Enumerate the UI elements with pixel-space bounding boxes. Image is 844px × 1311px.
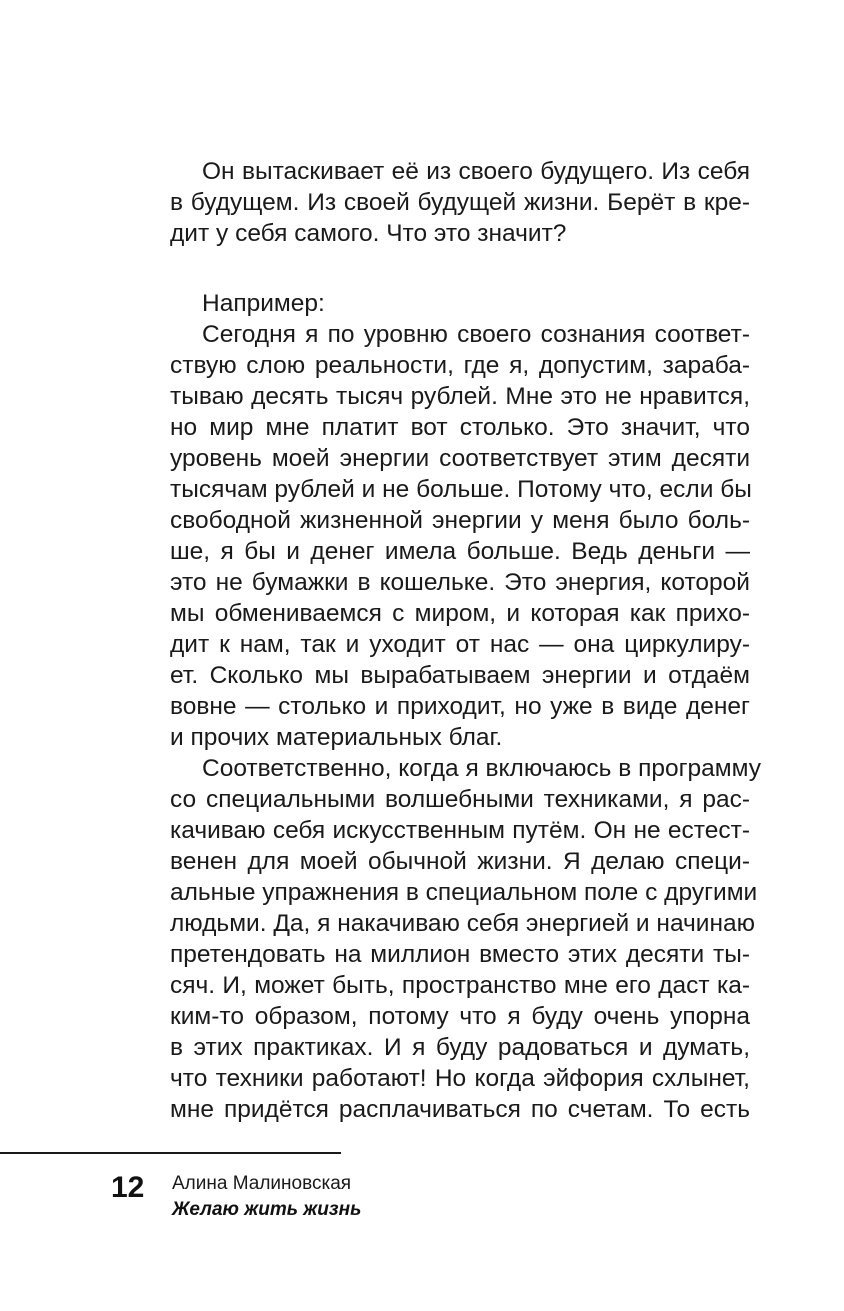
- body-text-line: свободной жизненной энергии у меня было боль-: [170, 507, 750, 534]
- text-block-top: [170, 156, 750, 249]
- body-text-line: дит к нам, так и уходит от нас — она циркулиру-: [170, 631, 750, 658]
- body-text-line: что техники работают! Но когда эйфория схлынет,: [170, 1065, 750, 1092]
- body-text-line: дит у себя самого. Что это значит?: [170, 220, 567, 247]
- page-number: 12: [111, 1171, 145, 1204]
- body-text-line: альные упражнения в специальном поле с другими: [170, 879, 758, 906]
- body-text-line: в этих практиках. И я буду радоваться и думать,: [170, 1034, 750, 1061]
- body-text-line: уровень моей энергии соответствует этим десяти: [170, 445, 750, 472]
- body-text-line: вовне — столько и приходит, но уже в виде денег: [170, 693, 750, 720]
- body-text-line: мы обмениваемся с миром, и которая как прихо-: [170, 600, 750, 627]
- body-text-line: ше, я бы и денег имела больше. Ведь деньги —: [170, 538, 750, 565]
- body-text-line: но мир мне платит вот столько. Это значит, что: [170, 414, 750, 441]
- body-text-line: Соответственно, когда я включаюсь в программу: [202, 755, 761, 782]
- body-text-line: качиваю себя искусственным путём. Он не естест-: [170, 817, 750, 844]
- body-text-line: тысячам рублей и не больше. Потому что, если бы: [170, 476, 752, 503]
- body-text-line: мне придётся расплачиваться по счетам. То есть: [170, 1096, 750, 1123]
- body-text-line: тываю десять тысяч рублей. Мне это не нравится,: [170, 383, 750, 410]
- body-text-line: ствую слою реальности, где я, допустим, зараба-: [170, 352, 750, 379]
- footer-divider: [0, 1152, 341, 1154]
- body-text-line: и прочих материальных благ.: [170, 724, 503, 751]
- body-text-line: венен для моей обычной жизни. Я делаю специ-: [170, 848, 750, 875]
- footer-author: Алина Малиновская: [172, 1173, 352, 1194]
- body-text-line: ет. Сколько мы вырабатываем энергии и отдаём: [170, 662, 750, 689]
- body-text-line: претендовать на миллион вместо этих десяти ты-: [170, 941, 750, 968]
- body-text-line: Он вытаскивает её из своего будущего. Из себя: [202, 158, 750, 185]
- body-text-line: Например:: [202, 290, 325, 317]
- text-block-main: [170, 288, 761, 1125]
- body-text-line: Сегодня я по уровню своего сознания соответ-: [202, 321, 750, 348]
- body-text-line: это не бумажки в кошельке. Это энергия, которой: [170, 569, 750, 596]
- body-text-line: в будущем. Из своей будущей жизни. Берёт в кре-: [170, 189, 750, 216]
- body-text-line: ким-то образом, потому что я буду очень упорна: [170, 1003, 750, 1030]
- body-text-line: людьми. Да, я накачиваю себя энергией и начинаю: [170, 910, 756, 937]
- body-text-line: со специальными волшебными техниками, я рас-: [170, 786, 750, 813]
- footer-book-title: Желаю жить жизнь: [172, 1199, 362, 1220]
- body-text-line: сяч. И, может быть, пространство мне его даст ка-: [170, 972, 750, 999]
